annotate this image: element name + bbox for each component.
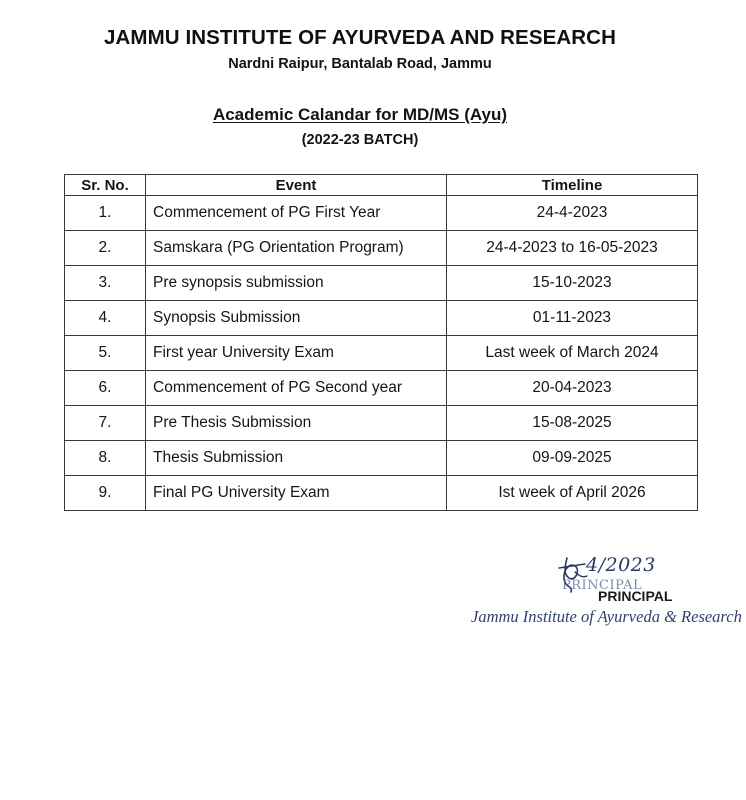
table-row: [65, 196, 698, 231]
timeline-cell: 01-11-2023: [447, 301, 698, 336]
event-cell: Synopsis Submission: [146, 301, 447, 336]
institute-name: JAMMU INSTITUTE OF AYURVEDA AND RESEARCH: [104, 26, 616, 49]
event-cell: Commencement of PG Second year: [146, 371, 447, 406]
sr-no-cell: 5.: [65, 336, 146, 371]
table-row: [65, 406, 698, 441]
table-row: [65, 476, 698, 511]
event-cell: Pre Thesis Submission: [146, 406, 447, 441]
event-cell: First year University Exam: [146, 336, 447, 371]
timeline-cell: 15-08-2025: [447, 406, 698, 441]
principal-label: PRINCIPAL: [598, 588, 673, 604]
sr-no-cell: 1.: [65, 196, 146, 231]
table-row: [65, 301, 698, 336]
sr-no-cell: 7.: [65, 406, 146, 441]
event-cell: Commencement of PG First Year: [146, 196, 447, 231]
sr-no-cell: 6.: [65, 371, 146, 406]
sr-no-cell: 8.: [65, 441, 146, 476]
timeline-cell: 24-4-2023: [447, 196, 698, 231]
column-header-sr-no: Sr. No.: [65, 175, 146, 196]
sr-no-cell: 4.: [65, 301, 146, 336]
stamp-institute-name: Jammu Institute of Ayurveda & Research: [471, 607, 742, 626]
timeline-cell: 20-04-2023: [447, 371, 698, 406]
table-row: [65, 371, 698, 406]
event-cell: Pre synopsis submission: [146, 266, 447, 301]
event-cell: Thesis Submission: [146, 441, 447, 476]
timeline-cell: 24-4-2023 to 16-05-2023: [447, 231, 698, 266]
table-row: [65, 231, 698, 266]
timeline-cell: 09-09-2025: [447, 441, 698, 476]
event-cell: Samskara (PG Orientation Program): [146, 231, 447, 266]
document-title: Academic Calandar for MD/MS (Ayu): [212, 105, 508, 124]
column-header-timeline: Timeline: [447, 175, 698, 196]
timeline-cell: Ist week of April 2026: [447, 476, 698, 511]
handwritten-date: 4/2023: [586, 554, 656, 576]
sr-no-cell: 2.: [65, 231, 146, 266]
academic-calendar-table: [64, 174, 698, 511]
batch-label: (2022-23 BATCH): [301, 132, 419, 148]
table-header-row: [65, 175, 698, 196]
column-header-event: Event: [146, 175, 447, 196]
table-row: [65, 441, 698, 476]
timeline-cell: Last week of March 2024: [447, 336, 698, 371]
sr-no-cell: 3.: [65, 266, 146, 301]
timeline-cell: 15-10-2023: [447, 266, 698, 301]
event-cell: Final PG University Exam: [146, 476, 447, 511]
institute-address: Nardni Raipur, Bantalab Road, Jammu: [228, 56, 492, 72]
table-row: [65, 266, 698, 301]
stamp-principal-text: PRINCIPAL: [562, 578, 643, 593]
table-row: [65, 336, 698, 371]
sr-no-cell: 9.: [65, 476, 146, 511]
